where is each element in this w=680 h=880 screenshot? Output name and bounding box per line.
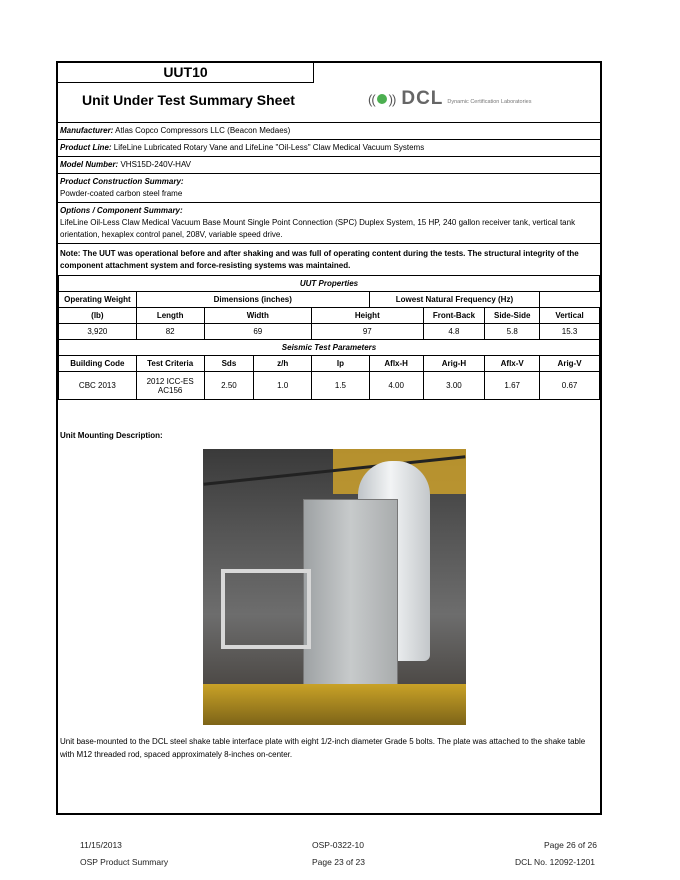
product-line-value: LifeLine Lubricated Rotary Vane and LifeLine "Oil-Less" Claw Medical Vacuum Systems <box>113 143 425 152</box>
signal-waves-icon: (( <box>368 91 375 107</box>
uut-properties-title: UUT Properties <box>59 276 600 292</box>
footer-product-summary: OSP Product Summary <box>80 857 169 867</box>
seismic-header-code: Building Code <box>59 356 137 372</box>
manufacturer-label: Manufacturer: <box>60 126 114 135</box>
v-value: 15.3 <box>540 324 600 340</box>
footer-doc-code: OSP-0322-10 <box>312 840 364 850</box>
model-row <box>58 156 600 173</box>
mounting-description: Unit base-mounted to the DCL steel shake table interface plate with eight 1/2-inch diameter Grade 5 bolts. The plate was attached to the shake table with M12 threaded rod, spaced approximately 8-inches on-center. <box>60 737 586 759</box>
col-width: Width <box>204 308 312 324</box>
manufacturer-value: Atlas Copco Compressors LLC (Beacon Medaes) <box>115 126 291 135</box>
construction-row <box>58 173 600 202</box>
operational-note: Note: The UUT was operational before and after shaking and was full of operating content during the tests. The structural integrity of the component attachment system and force-resisting systems was maintained. <box>58 243 600 275</box>
logo-subtitle: Dynamic Certification Laboratories <box>447 99 532 105</box>
aflx-v-value: 1.67 <box>485 372 540 400</box>
dimensions-header: Dimensions (inches) <box>136 292 369 308</box>
construction-label: Product Construction Summary: <box>60 177 184 186</box>
uut-id: UUT10 <box>58 63 314 83</box>
ss-value: 5.8 <box>485 324 540 340</box>
seismic-header-aflx-v: Aflx-V <box>485 356 540 372</box>
arig-v-value: 0.67 <box>540 372 600 400</box>
summary-sheet <box>56 61 602 815</box>
footer-dcl-no: DCL No. 12092-1201 <box>515 857 596 867</box>
weight-header-2: (lb) <box>59 308 137 324</box>
arig-h-value: 3.00 <box>423 372 485 400</box>
seismic-header-arig-h: Arig-H <box>423 356 485 372</box>
footer-page-center: Page 23 of 23 <box>312 857 365 867</box>
globe-icon <box>377 94 387 104</box>
seismic-header-aflx-h: Aflx-H <box>369 356 423 372</box>
col-length: Length <box>136 308 204 324</box>
criteria-line-1: 2012 ICC-ES <box>146 376 194 386</box>
options-value: LifeLine Oil-Less Claw Medical Vacuum Base Mount Single Point Connection (SPC) Duplex System, 15 HP, 240 gallon receiver tank, vertical tank orientation, hexaplex control panel, 208V, variable speed drive. <box>60 218 576 239</box>
manufacturer-row <box>58 122 600 139</box>
col-vertical: Vertical <box>540 308 600 324</box>
weight-value: 3,920 <box>59 324 137 340</box>
col-height: Height <box>312 308 424 324</box>
photo-control-panel <box>303 499 398 689</box>
criteria-line-2: AC156 <box>157 385 183 395</box>
product-line-label: Product Line: <box>60 143 112 152</box>
fb-value: 4.8 <box>423 324 485 340</box>
seismic-title: Seismic Test Parameters <box>59 340 600 356</box>
dcl-logo <box>368 87 531 111</box>
frequency-header: Lowest Natural Frequency (Hz) <box>369 292 539 308</box>
height-value: 97 <box>312 324 424 340</box>
unit-photo <box>203 449 466 725</box>
aflx-h-value: 4.00 <box>369 372 423 400</box>
criteria-value <box>136 372 204 400</box>
seismic-header-sds: Sds <box>204 356 254 372</box>
footer-page-right: Page 26 of 26 <box>544 840 597 850</box>
seismic-header-zh: z/h <box>254 356 312 372</box>
length-value: 82 <box>136 324 204 340</box>
info-section <box>58 122 600 400</box>
seismic-header-arig-v: Arig-V <box>540 356 600 372</box>
options-label: Options / Component Summary: <box>60 206 183 215</box>
product-line-row <box>58 139 600 156</box>
photo-steel-frame <box>221 569 311 649</box>
seismic-header-criteria: Test Criteria <box>136 356 204 372</box>
seismic-header-ip: Ip <box>312 356 370 372</box>
zh-value: 1.0 <box>254 372 312 400</box>
sds-value: 2.50 <box>204 372 254 400</box>
mounting-label: Unit Mounting Description: <box>60 431 163 440</box>
signal-waves-icon: )) <box>388 91 396 107</box>
construction-value: Powder-coated carbon steel frame <box>60 189 183 198</box>
logo-text: DCL <box>401 88 444 109</box>
code-value: CBC 2013 <box>59 372 137 400</box>
footer-date: 11/15/2013 <box>80 840 122 850</box>
width-value: 69 <box>204 324 312 340</box>
ip-value: 1.5 <box>312 372 370 400</box>
photo-shake-table <box>203 684 466 725</box>
weight-header-1: Operating Weight <box>59 292 137 308</box>
model-value: VHS15D-240V-HAV <box>120 160 192 169</box>
model-label: Model Number: <box>60 160 119 169</box>
options-row <box>58 202 600 243</box>
uut-properties-table <box>58 275 600 400</box>
sheet-title: Unit Under Test Summary Sheet <box>82 92 295 108</box>
col-front-back: Front-Back <box>423 308 485 324</box>
col-side-side: Side-Side <box>485 308 540 324</box>
